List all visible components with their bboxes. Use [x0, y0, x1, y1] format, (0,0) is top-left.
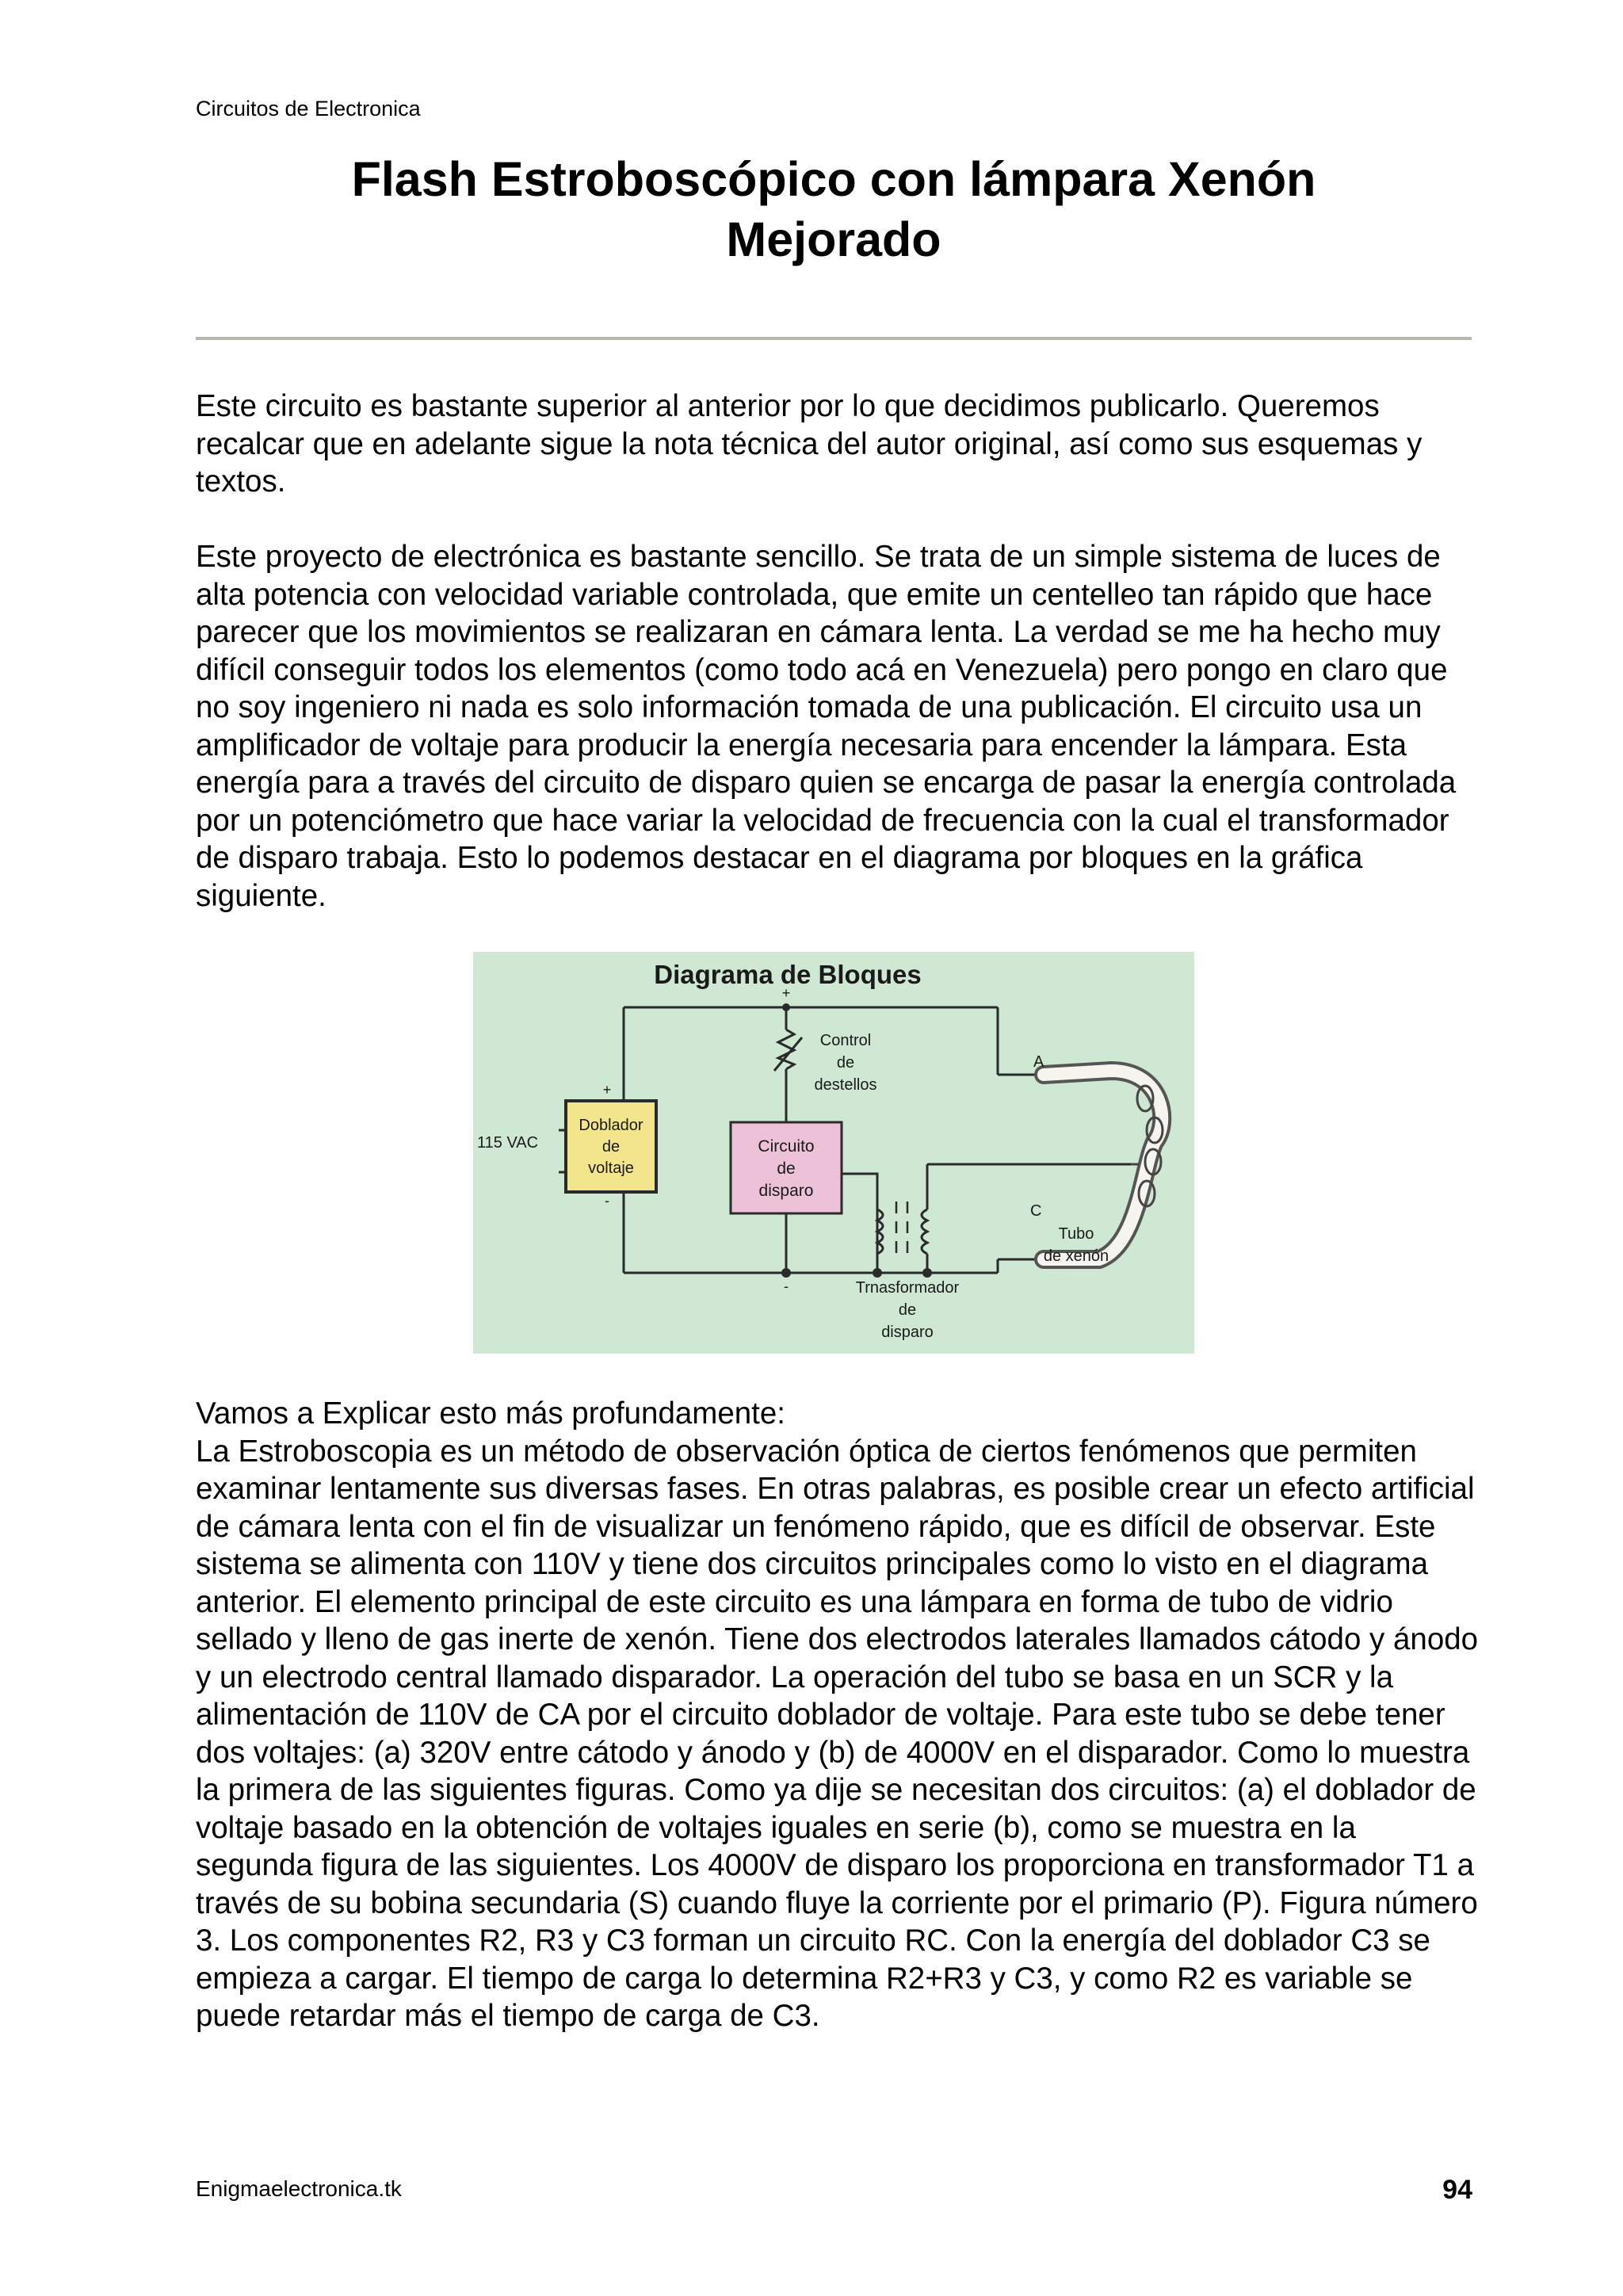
doubler-label-1: Doblador: [579, 1117, 643, 1134]
transformer-label-3: disparo: [881, 1324, 934, 1341]
diagram-title: Diagrama de Bloques: [654, 960, 922, 989]
flash-control-label-2: de: [836, 1054, 855, 1072]
block-diagram: [473, 952, 1194, 1354]
transformer-label-2: de: [898, 1301, 917, 1319]
doubler-label-3: voltaje: [588, 1159, 634, 1177]
intro-paragraph: Este circuito es bastante superior al anterior por lo que decidimos publicarlo. Queremos recalcar que en adelante sigue la nota técnica del autor original, así como sus esquemas y textos.: [196, 389, 1423, 499]
title-divider: [196, 337, 1472, 340]
transformer-label-1: Trnasformador: [855, 1279, 960, 1297]
page-title-line-1: Flash Estroboscópico con lámpara Xenón: [351, 152, 1316, 206]
doubler-label-2: de: [601, 1138, 621, 1156]
explanation-section: [196, 1395, 1480, 2035]
input-voltage-label: 115 VAC: [477, 1134, 539, 1152]
page-title-line-2: Mejorado: [726, 212, 941, 266]
footer-site: Enigmaelectronica.tk: [196, 2176, 402, 2201]
block-diagram-figure: [473, 952, 1194, 1354]
explanation-body: La Estroboscopia es un método de observación óptica de ciertos fenómenos que permiten examinar lentamente sus diversas fases. En otras palabras, es posible crear un efecto artificial de cámara lenta con el fin de visualizar un fenómeno rápido, que es difícil de observar. Este sistema se alimenta con 110V y tiene dos circuitos principales como lo visto en el diagrama anterior. El elemento principal de este circuito es una lámpara en forma de tubo de vidrio sellado y lleno de gas inerte de xenón. Tiene dos electrodos laterales llamados cátodo y ánodo y un electrodo central llamado disparador. La operación del tubo se basa en un SCR y la alimentación de 110V de CA por el circuito doblador de voltaje. Para este tubo se debe tener dos voltajes: (a) 320V entre cátodo y ánodo y (b) de 4000V en el disparador. Como lo muestra la primera de las siguientes figuras. Como ya dije se necesitan dos circuitos: (a) el doblador de voltaje basado en la obtención de voltajes iguales en serie (b), como se muestra en la segunda figura de las siguientes. Los 4000V de disparo los proporciona en transformador T1 a través de su bobina secundaria (S) cuando fluye la corriente por el primario (P). Figura número 3. Los componentes R2, R3 y C3 forman un circuito RC. Con la energía del doblador C3 se empieza a cargar. El tiempo de carga lo determina R2+R3 y C3, y como R2 es variable se puede retardar más el tiempo de carga de C3.: [196, 1434, 1479, 2033]
explanation-heading: Vamos a Explicar esto más profundamente:: [196, 1396, 785, 1431]
anode-label: A: [1033, 1053, 1044, 1071]
doubler-plus-sign: +: [602, 1082, 612, 1098]
tube-label-2: de xenón: [1043, 1247, 1109, 1265]
cathode-label: C: [1030, 1202, 1042, 1220]
page-title: [196, 149, 1472, 269]
trigger-label-1: Circuito: [758, 1137, 815, 1156]
bottom-minus-sign: -: [784, 1278, 789, 1294]
running-header: Circuitos de Electronica: [196, 97, 421, 120]
flash-control-label-3: destellos: [814, 1076, 877, 1094]
tube-label-1: Tubo: [1058, 1225, 1094, 1243]
doubler-minus-sign: -: [605, 1193, 609, 1209]
trigger-label-2: de: [777, 1159, 796, 1178]
flash-control-label-1: Control: [819, 1032, 872, 1049]
top-plus-sign: +: [781, 985, 791, 1001]
trigger-label-3: disparo: [758, 1182, 814, 1200]
project-paragraph: Este proyecto de electrónica es bastante sencillo. Se trata de un simple sistema de luces de alta potencia con velocidad variable controlada, que emite un centelleo tan rápido que hace parecer que los movimientos se realizaran en cámara lenta. La verdad se me ha hecho muy difícil conseguir todos los elementos (como todo acá en Venezuela) pero pongo en claro que no soy ingeniero ni nada es solo información tomada de una publicación. El circuito usa un amplificador de voltaje para producir la energía necesaria para encender la lámpara. Esta energía para a través del circuito de disparo quien se encarga de pasar la energía controlada por un potenciómetro que hace variar la velocidad de frecuencia con la cual el transformador de disparo trabaja. Esto lo podemos destacar en el diagrama por bloques en la gráfica siguiente.: [196, 540, 1457, 913]
page-number: 94: [1442, 2175, 1472, 2205]
